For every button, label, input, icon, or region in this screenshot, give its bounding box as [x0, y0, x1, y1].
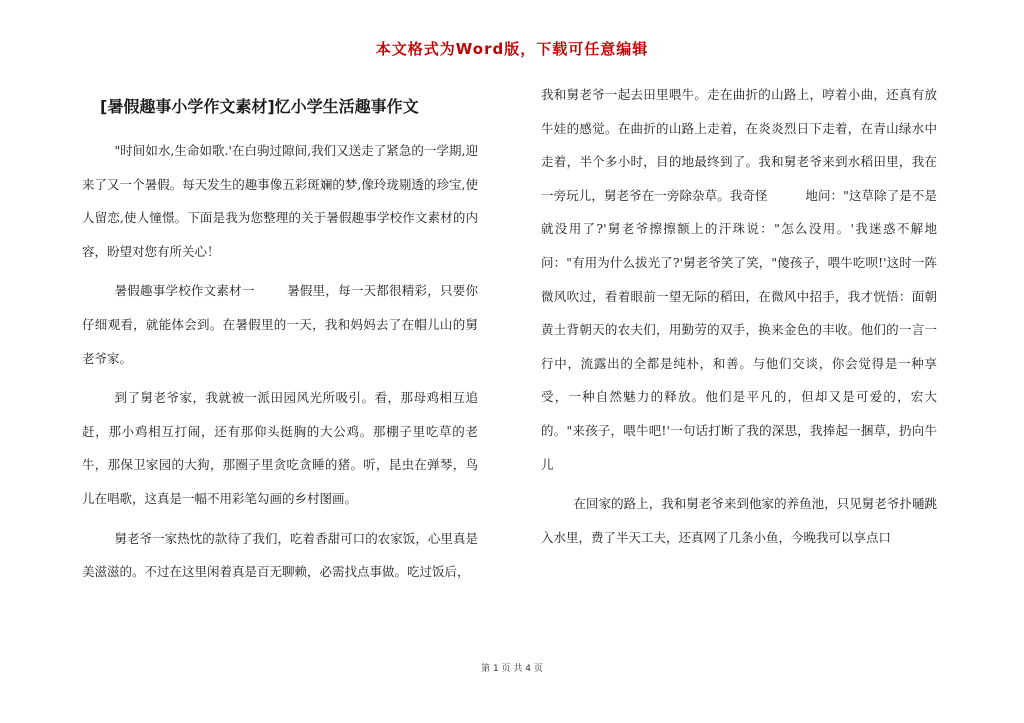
body-paragraph-5: 在回家的路上，我和舅老爷来到他家的养鱼池，只见舅老爷扑嗵跳入水里，费了半天工夫，还真网了几条小鱼，今晚我可以享点口 — [541, 496, 937, 545]
document-title: [暑假趣事小学作文素材]忆小学生活趣事作文 — [100, 97, 419, 116]
body-paragraph-2: 到了舅老爷家，我就被一派田园风光所吸引。看，那母鸡相互追赶，那小鸡相互打闹，还有那仰头挺胸的大公鸡。那棚子里吃草的老牛，那保卫家园的大狗，那圈子里贪吃贪睡的猪。听，昆虫在弹琴，鸟儿在唱歌，这真是一幅不用彩笔勾画的乡村图画。 — [82, 390, 478, 506]
right-column — [541, 78, 937, 556]
body-paragraph-3: 舅老爷一家热忱的款待了我们，吃着香甜可口的农家饭，心里真是美滋滋的。不过在这里闲着真是百无聊赖，必需找点事做。吃过饭后， — [82, 530, 478, 580]
body-paragraph-4: 我和舅老爷一起去田里喂牛。走在曲折的山路上，哼着小曲，还真有放牛娃的感觉。在曲折的山路上走着，在炎炎烈日下走着，在青山绿水中走着，半个多小时，目的地最终到了。我和舅老爷来到水稻田里，我在一旁玩儿，舅老爷在一旁除杂草。我奇怪 地问："这草除了是不是就没用了?'舅老爷擦擦额上的汗珠说："怎么没用。'我迷惑不解地问："有用为什么拔光了?'舅老爷笑了笑，"傻孩子，喂牛吃呗!'这时一阵微风吹过，看着眼前一望无际的稻田，在微风中招手，我才恍悟：面朝黄土背朝天的农夫们，用勤劳的双手，换来金色的丰收。他们的一言一行中，流露出的全都是纯朴，和善。与他们交谈，你会觉得是一种享受，一种自然魅力的释放。他们是平凡的，但却又是可爱的，宏大的。"来孩子，喂牛吧!'一句话打断了我的深思，我捧起一捆草，扔向牛儿 — [541, 87, 937, 472]
word-format-banner: 本文格式为Word版，下载可任意编辑 — [375, 40, 649, 58]
left-column — [82, 80, 478, 591]
section-one-text: 暑假里，每一天都很精彩，只要你仔细观看，就能体会到。在暑假里的一天，我和妈妈去了在帽儿山的舅老爷家。 — [82, 283, 478, 366]
section-one-paragraph — [82, 274, 478, 375]
intro-paragraph: "时间如水,生命如歌.'在白驹过隙间,我们又送走了紧急的一学期,迎来了又一个暑假。每天发生的趣事像五彩斑斓的梦,像玲珑剔透的珍宝,使人留恋,使人憧憬。下面是我为您整理的关于暑假趣事学校作文素材的内容，盼望对您有所关心！ — [82, 143, 478, 259]
section-heading: 暑假趣事学校作文素材一 — [114, 283, 255, 299]
page-number-footer: 第 1 页 共 4 页 — [481, 664, 543, 674]
